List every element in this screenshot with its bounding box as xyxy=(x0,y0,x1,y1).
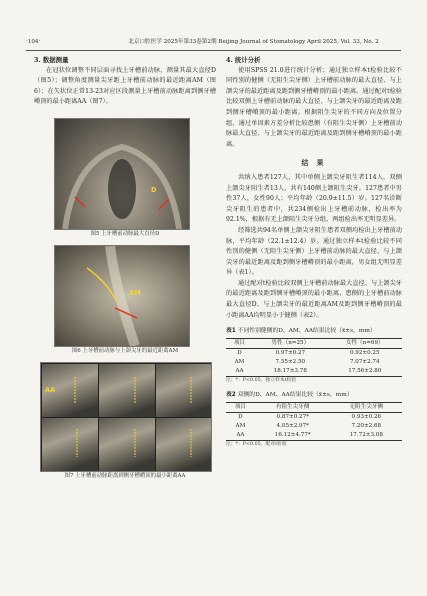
figure-7-image xyxy=(40,362,212,472)
fig5-label-d: D xyxy=(151,185,157,194)
table-cell: 7.55±2.50 xyxy=(275,359,306,366)
table-cell: 17.72±3.08 xyxy=(349,432,383,439)
table-row xyxy=(226,413,402,423)
figure-5-image xyxy=(54,118,190,230)
table-1 xyxy=(226,338,402,377)
table-cell: D xyxy=(237,350,242,357)
table-header-cell: 有阻生尖牙侧 xyxy=(275,404,310,411)
table-header-cell: 男性（n=25） xyxy=(271,340,310,347)
table-2-title-text: 双侧的D、AM、AA结果比较（x̄±s，mm） xyxy=(237,392,353,399)
fig7-label-aa: AA xyxy=(45,385,56,394)
figure-6-overlay xyxy=(55,246,189,346)
table-cell: D xyxy=(238,414,243,421)
table-cell: 7.20±2.68 xyxy=(351,423,382,430)
table-row xyxy=(226,431,402,441)
table-cell: AA xyxy=(236,432,245,439)
table-header-cell: 女性（n=69） xyxy=(345,340,384,347)
figure-6-image xyxy=(54,245,190,347)
table-cell: 0.92±0.25 xyxy=(349,350,380,357)
table-1-number: 表1 xyxy=(226,328,236,335)
table-cell: 0.93±0.26 xyxy=(351,414,382,421)
table-cell: AM xyxy=(234,359,245,366)
figure-7-caption: 图7 上牙槽前动脉距离到侧牙槽嵴顶的最小距离AA xyxy=(64,472,186,479)
running-header xyxy=(26,36,401,48)
section-4-title: 4. 统计分析 xyxy=(226,56,261,64)
table-2-note: 注：*：P<0.05，配对t检验 xyxy=(226,442,287,448)
table-row xyxy=(226,422,402,431)
fig6-label-am: AM xyxy=(129,288,141,297)
table-cell: 16.12±4.77* xyxy=(274,432,311,439)
results-paragraph-1: 共纳入患者127人，其中单侧上颌尖牙阻生者114人，双侧上颌尖牙阻生者13人，共有140侧上颌阻生尖牙。127患者中男性37人，女性90人；平均年龄（20.9±11.5）岁。127名诊断尖牙阻生的患者中，共234侧检出上牙槽前动脉，检出率为92.1%，根据有无上颌阻生尖牙分组，两组检出率无明显差异。 xyxy=(226,173,402,224)
table-header-cell: 无阻生尖牙侧 xyxy=(349,404,384,411)
table-1-note: 注：*：P<0.05，独立样本t检验 xyxy=(226,378,297,384)
section-3-text: 在冠状位调整不同层面寻找上牙槽前动脉，测量其最大直径D（图5）；调整角度测量尖牙距上牙槽前动脉的最近距离AM（图6）；在矢状位正常13-23对应区段测量上牙槽前动脉距离到侧牙槽嵴顶的最小距离AA（图7）。 xyxy=(34,66,216,106)
table-header-cell: 项目 xyxy=(233,340,246,347)
figure-7-overlay xyxy=(41,363,211,471)
table-cell: 7.07±2.74 xyxy=(349,359,380,366)
header-rule xyxy=(26,50,401,51)
table-1-header-row xyxy=(226,339,402,349)
fig5-measure-right xyxy=(159,199,169,209)
table-1-title xyxy=(226,327,402,336)
results-paragraph-2: 经筛选共94名单侧上颌尖牙阻生患者双侧均检出上牙槽前动脉，平均年龄（22.1±12.4）岁。通过独立样本t检验比较不同性别的健侧（无阻生尖牙侧）上牙槽前动脉的最大直径、与上颌尖牙的最近距离及距到侧牙槽嵴顶的最小距离，男女组无明显差异（表1）。 xyxy=(226,226,402,277)
results-paragraph-3: 通过配对t检验比较双侧上牙槽前动脉最大直径、与上颌尖牙的最近距离及距到侧牙槽嵴顶的最小距离，患侧的上牙槽前动脉最大直径D、与上颌尖牙的最近距离AM及距到侧牙槽嵴顶的最小距离AA均明显小于健侧（表2）。 xyxy=(226,279,402,319)
table-row xyxy=(226,349,402,359)
figure-5-caption: 图5 上牙槽前动脉最大直径D xyxy=(90,230,160,237)
table-row xyxy=(226,367,402,377)
table-cell: 18.17±3.78 xyxy=(273,368,307,375)
table-header-cell: 项目 xyxy=(234,404,247,411)
running-title: 北京口腔医学 2025年第33卷第2期 Beijing Journal of Stomatology April 2025, Vol. 33, No. 2 xyxy=(128,39,379,45)
fig5-measure-left xyxy=(75,197,85,207)
section-4-text: 使用SPSS 21.0进行统计分析；通过独立样本t检验比较不同性别的健侧（无阻生尖牙侧）上牙槽前动脉的最大直径、与上颌尖牙的最近距离及距到侧牙槽嵴顶的最小距离。通过配对t检验比较双侧上牙槽前动脉的最大直径、与上颌尖牙的最近距离及距到侧牙槽嵴顶的最小距离。根据阻生尖牙的不同方向及位置分组，通过单因素方差分析比较患侧（有阻生尖牙侧）上牙槽前动脉最大直径、与上颌尖牙的最近距离及距到侧牙槽嵴顶的最小距离。 xyxy=(226,66,402,148)
table-cell: AA xyxy=(235,368,244,375)
table-cell: 0.97±0.27 xyxy=(275,350,306,357)
figure-5-overlay xyxy=(55,119,189,229)
table-1-title-text: 不同性别健侧的D、AM、AA结果比较（x̄±s，mm） xyxy=(237,328,376,335)
page-number: ·104· xyxy=(26,39,41,45)
table-2-number: 表2 xyxy=(226,392,236,399)
section-3-title: 3. 数据测量 xyxy=(34,56,69,64)
table-cell: 0.87±0.27* xyxy=(276,414,309,421)
table-cell: 17.56±2.80 xyxy=(348,368,382,375)
table-cell: 4.05±2.97* xyxy=(276,423,309,430)
figure-6-caption: 图6 上牙槽前动脉与上颌尖牙的最近距离AM xyxy=(71,347,179,354)
table-row xyxy=(226,358,402,367)
results-heading: 结 果 xyxy=(301,159,327,168)
left-column xyxy=(34,55,216,481)
table-cell: AM xyxy=(235,423,246,430)
table-2 xyxy=(226,402,402,441)
table-2-header-row xyxy=(226,403,402,413)
right-column xyxy=(226,55,402,449)
table-2-title xyxy=(226,391,402,400)
